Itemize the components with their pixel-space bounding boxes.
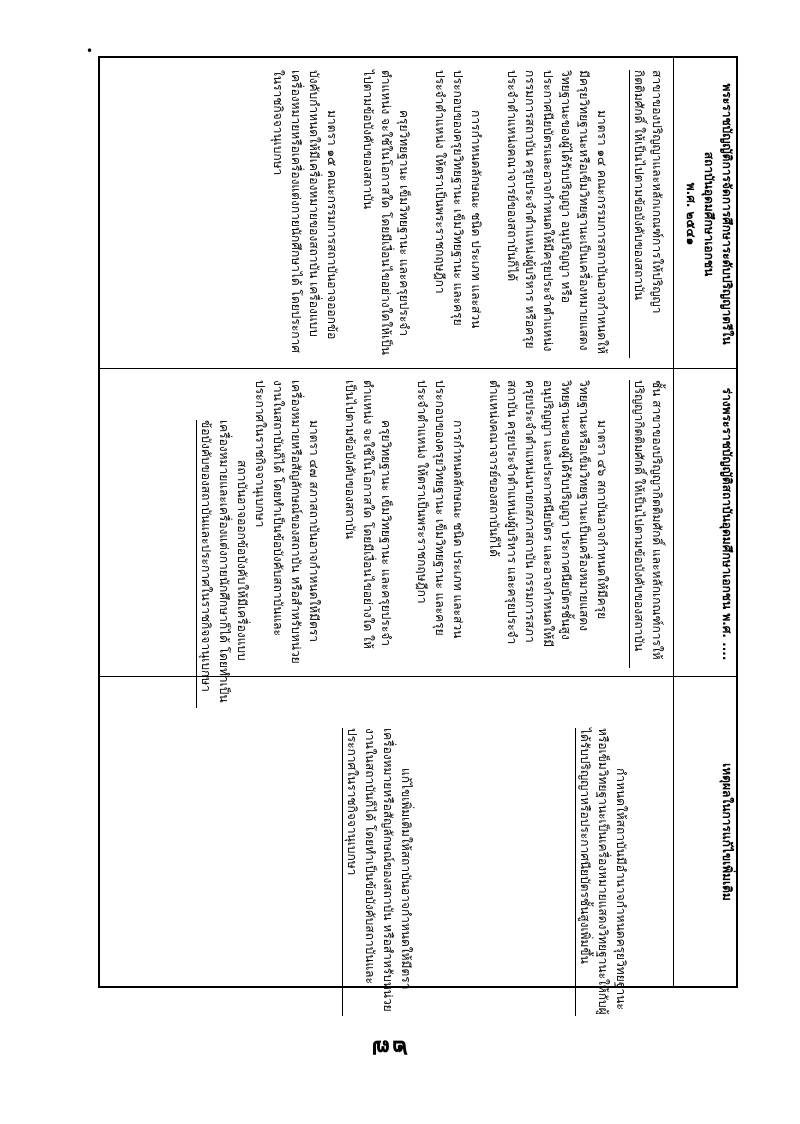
column-2-section-1-para-3: ครุยวิทยฐานะ เข็มวิทยฐานะ และครุยประจำตำแหน่ง จะใช้ในโอกาสใด โดยมีเงื่อนไขอย่างใด ให้เป็นไปตามข้อบังคับของสถาบัน: [343, 380, 393, 649]
column-1-section-1-para-2: การกำหนดลักษณะ ชนิด ประเภท และส่วนประกอบของครุยวิทยฐานะ เข็มวิทยฐานะ และครุยประจำตำแหน่ง ให้ตราเป็นพระราชกฤษฎีกา: [433, 70, 483, 329]
column-2-subheading: ชั้น สาขาของปริญญากิตติมศักดิ์ และหลักเกณฑ์การให้ปริญญากิตติมศักดิ์ ให้เป็นไปตามข้อบังคับของสถาบัน: [629, 380, 666, 668]
page-number: ๒๗: [370, 1035, 408, 1063]
column-2-heading: ร่างพระราชบัญญัติสถาบันอุดมศึกษาเอกชน พ.ศ. ....: [720, 387, 734, 661]
column-1-section-1: มาตรา ๑๔ คณะกรรมการสถาบันอาจกำหนดให้มีครุยวิทยฐานะหรือเข็มวิทยฐานะเป็นเครื่องหมายแสดงวิทยฐานะของผู้ได้รับปริญญา อนุปริญญา หรือประกาศนียบัตรและอาจกำหนดให้มีครุยประจำตำแหน่งกรรมการสถาบัน ครุยประจำตำแหน่งผู้บริหาร หรือครุยประจำตำแหน่งคณาจารย์ของสถาบันก็ได้: [505, 70, 609, 354]
column-3: [718, 682, 736, 982]
column-1-section-2: มาตรา ๑๕ คณะกรรมการสถาบันอาจออกข้อบังคับกำหนดให้มีเครื่องหมายของสถาบัน เครื่องแบบ เครื่องหมายหรือเครื่องแต่งกายนักศึกษาได้ โดยประกาศในราชกิจจานุเบกษา: [271, 70, 339, 353]
column-2: [718, 374, 736, 674]
column-1-heading: พระราชบัญญัติการจัดการศึกษาระดับปริญญาตรีในสถาบันอุดมศึกษาเอกชน: [702, 83, 734, 345]
column-1-heading-year: พ.ศ. ๒๕๔๑: [684, 182, 698, 246]
column-2-section-2: มาตรา ๔๗ สภาสถาบันอาจกำหนดให้มีตรา เครื่องหมายหรือสัญลักษณ์ของสถาบัน หรือสำหรับหน่วยงานในสถาบันก็ได้ โดยทำเป็นข้อบังคับสถาบันและประกาศในราชกิจจานุเบกษา: [253, 380, 321, 664]
column-2-section-2-para-2: สถาบันอาจออกข้อบังคับให้มีเครื่องแบบ เครื่องหมายและเครื่องแต่งกายนักศึกษาก็ได้ โดยทำเป็นข้อบังคับของสถาบันและประกาศในราชกิจจานุเบกษา: [196, 380, 251, 668]
column-2-body: [196, 374, 666, 703]
column-1-subheading: สาขาของปริญญาและหลักเกณฑ์การให้ปริญญากิตติมศักดิ์ ให้เป็นไปตามข้อบังคับของสถาบัน: [629, 70, 666, 358]
column-3-heading: เหตุผลในการแก้ไขเพิ่มเติม: [720, 763, 734, 901]
column-1-body: [269, 64, 666, 364]
column-2-section-1: มาตรา ๔๖ สถาบันอาจกำหนดให้มีครุยวิทยฐานะหรือเข็มวิทยฐานะเป็นเครื่องหมายแสดงวิทยฐานะของผู้ได้รับปริญญา ประกาศนียบัตรชั้นสูง อนุปริญญา และประกาศนียบัตร และอาจกำหนดให้มีครุยประจำตำแหน่งนายกสภาสถาบัน กรรมการสภาสถาบัน ครุยประจำตำแหน่งผู้บริหาร และครุยประจำตำแหน่งคณาจารย์ของสถาบันก็ได้: [487, 380, 609, 648]
column-2-section-1-para-2: การกำหนดลักษณะ ชนิด ประเภท และส่วนประกอบของครุยวิทยฐานะ เข็มวิทยฐานะ และครุยประจำตำแหน่ง ให้ตราเป็นพระราชกฤษฎีกา: [415, 380, 465, 639]
scan-mark: •: [86, 44, 94, 58]
column-3-reason-1: กำหนดให้สถาบันมีอำนาจกำหนดครุยวิทยฐานะหรือเข็มวิทยฐานะเป็นเครื่องหมายแสดงวิทยฐานะให้กับผู้ได้รับปริญญาหรือประกาศนียบัตรชั้นสูงเพิ่มขึ้น: [575, 688, 630, 976]
column-divider-1: [100, 368, 736, 369]
column-3-body: [342, 682, 666, 1015]
column-1: [682, 64, 736, 364]
header-divider: [673, 58, 674, 986]
column-3-reason-2: แก้ไขเพิ่มเติมให้สถาบันอาจกำหนดให้มีตรา เครื่องหมายหรือสัญลักษณ์ของสถาบัน หรือสำหรับหน่วยงานในสถาบันก็ได้ โดยทำเป็นข้อบังคับสถาบันและประกาศในราชกิจจานุเบกษา: [342, 688, 415, 976]
comparison-table: [98, 56, 738, 1015]
column-1-section-1-para-3: ครุยวิทยฐานะ เข็มวิทยฐานะ และครุยประจำตำแหน่ง จะใช้ในโอกาสใด โดยมีเงื่อนไขอย่างใดให้เป็นไปตามข้อบังคับของสถาบัน: [361, 70, 411, 356]
